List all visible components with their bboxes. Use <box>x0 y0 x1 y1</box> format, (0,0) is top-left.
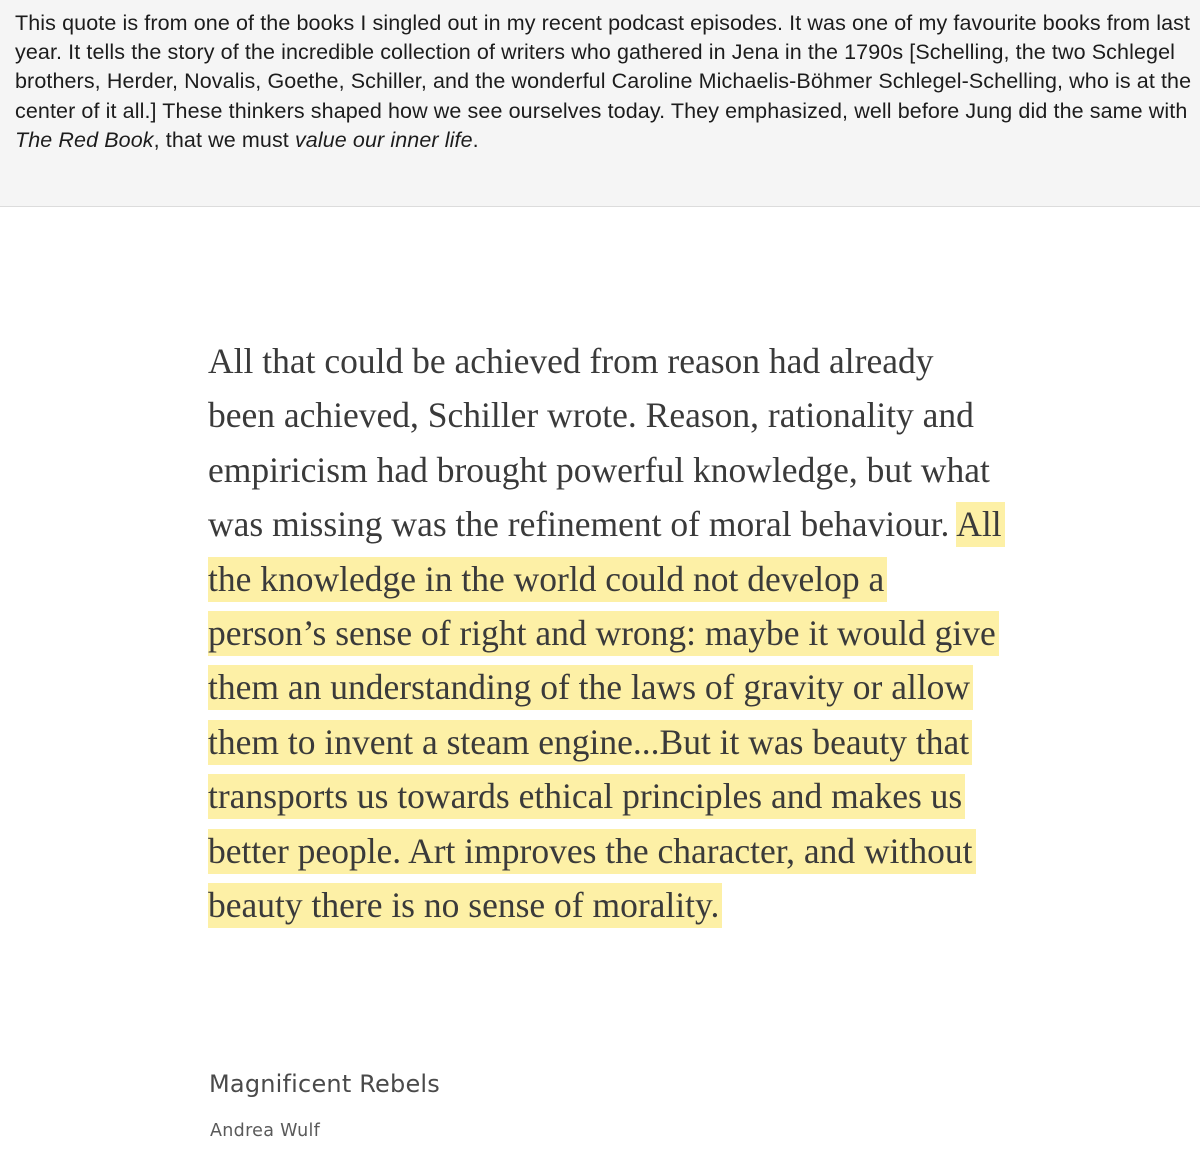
quote-image <box>0 207 1200 1164</box>
quote-text <box>208 334 1008 932</box>
post-section <box>0 0 1200 207</box>
post-text-intro: This quote is from one of the books I singled out in my recent podcast episodes. It was one of my favourite books from last year. It tells the story of the incredible collection of writers who gathered in Jena in the 1790s [Schelling, the two Schlegel brothers, Herder, Novalis, Goethe, Schiller, and the wonderful Caroline Michaelis-Böhmer Schlegel-Schelling, who is at the center of it all.] These thinkers shaped how we see ourselves today. They emphasized, well before Jung did the same with <box>15 11 1192 123</box>
quote-plain-text: All that could be achieved from reason had already been achieved, Schiller wrote. Reason, rationality and empiricism had brought powerful knowledge, but what was missing was the refinement of moral behaviour. <box>208 341 990 545</box>
emphasis-inner-life: value our inner life <box>294 127 473 152</box>
quote-highlighted-text: All the knowledge in the world could not develop a person’s sense of right and wrong: maybe it would give them an understanding of the laws of gravity or allow them to invent a steam engine...But it was beauty that transports us towards ethical principles and makes us better people. Art improves the character, and without beauty there is no sense of morality. <box>208 502 1005 928</box>
post-text-middle: , that we must <box>153 127 295 152</box>
book-author: Andrea Wulf <box>210 1121 321 1141</box>
post-text-end: . <box>472 127 479 152</box>
book-title: Magnificent Rebels <box>209 1070 440 1098</box>
post-text <box>15 9 1193 155</box>
book-reference-red-book: The Red Book <box>15 127 154 152</box>
